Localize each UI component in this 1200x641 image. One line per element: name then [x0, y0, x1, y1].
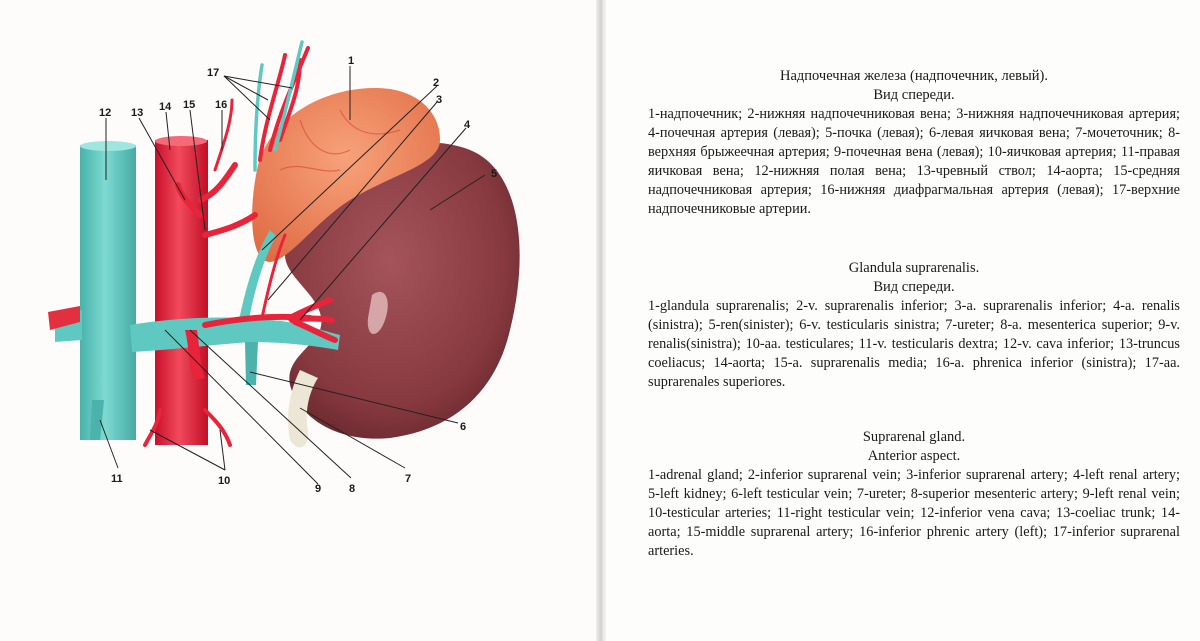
figure-label-5: 5 [491, 168, 498, 180]
english-legend: 1-adrenal gland; 2-inferior suprarenal vein; 3-inferior suprarenal artery; 4-left renal artery; 5-left kidney; 6-left testicular vein; 7-ureter; 8-superior mesenteric artery; 9-left renal vein; 10-testicular arteries; 11-right testicular vein; 12-inferior vena cava; 13-coeliac trunk; 14-aorta; 15-middle suprarenal artery; 16-inferior phrenic artery (left); 17-inferior suprarenal arteries. [648, 467, 1180, 559]
figure-label-14: 14 [159, 101, 172, 113]
aorta [155, 140, 208, 445]
russian-legend: 1-надпочечник; 2-нижняя надпочечниковая вена; 3-нижняя надпочечниковая артерия; 4-почечная артерия (левая); 5-почка (левая); 6-левая яичковая вена; 7-мочеточник; 8-верхняя брыжеечная артерия; 9-почечная вена (левая); 10-яичковая артерия; 11-правая яичковая вена; 12-нижняя полая вена; 13-чревный ствол; 14-аорта; 15-средняя надпочечниковая артерия; 16-нижняя диафрагмальная артерия (левая); 17-верхние надпочечниковые артерии. [648, 106, 1180, 217]
figure-label-3: 3 [436, 94, 443, 106]
figure-label-13: 13 [131, 107, 144, 119]
latin-legend-block [648, 259, 1180, 392]
aorta-top [155, 136, 207, 146]
russian-subtitle: Вид спереди. [873, 87, 955, 103]
left-testicular-vein [245, 342, 258, 385]
latin-title: Glandula suprarenalis. [848, 260, 980, 276]
figure-label-15: 15 [183, 99, 196, 111]
figure-label-12: 12 [99, 107, 112, 119]
english-subtitle: Anterior aspect. [867, 448, 961, 464]
english-legend-block [648, 428, 1180, 561]
figure-label-10: 10 [218, 475, 231, 487]
figure-label-7: 7 [405, 473, 412, 485]
anatomy-illustration [0, 0, 598, 641]
ivc-top [80, 141, 136, 151]
figure-label-9: 9 [315, 483, 322, 495]
english-title: Suprarenal gland. [862, 429, 966, 445]
figure-label-1: 1 [348, 55, 355, 67]
inferior-vena-cava [80, 145, 136, 440]
figure-label-2: 2 [433, 77, 440, 89]
figure-label-4: 4 [464, 119, 471, 131]
figure-label-16: 16 [215, 99, 228, 111]
figure-label-8: 8 [349, 483, 356, 495]
figure-label-11: 11 [111, 473, 123, 485]
figure-label-6: 6 [460, 421, 467, 433]
latin-legend: 1-glandula suprarenalis; 2-v. suprarenalis inferior; 3-a. suprarenalis inferior; 4-a. renalis (sinistra); 5-ren(sinister); 6-v. testicularis sinistra; 7-ureter; 8-a. mesenterica superior; 9-v. renalis(sinistra); 10-aa. testiculares; 11-v. testicularis dextra; 12-v. cava inferior; 13-truncus coeliacus; 14-aorta; 15-a. suprarenalis media; 16-a. phrenica inferior (sinistra); 17-aa. suprarenales superiores. [648, 298, 1180, 390]
figure-label-17: 17 [207, 67, 220, 79]
latin-subtitle: Вид спереди. [873, 279, 955, 295]
russian-legend-block [648, 67, 1180, 219]
russian-title: Надпочечная железа (надпочечник, левый). [780, 68, 1048, 84]
